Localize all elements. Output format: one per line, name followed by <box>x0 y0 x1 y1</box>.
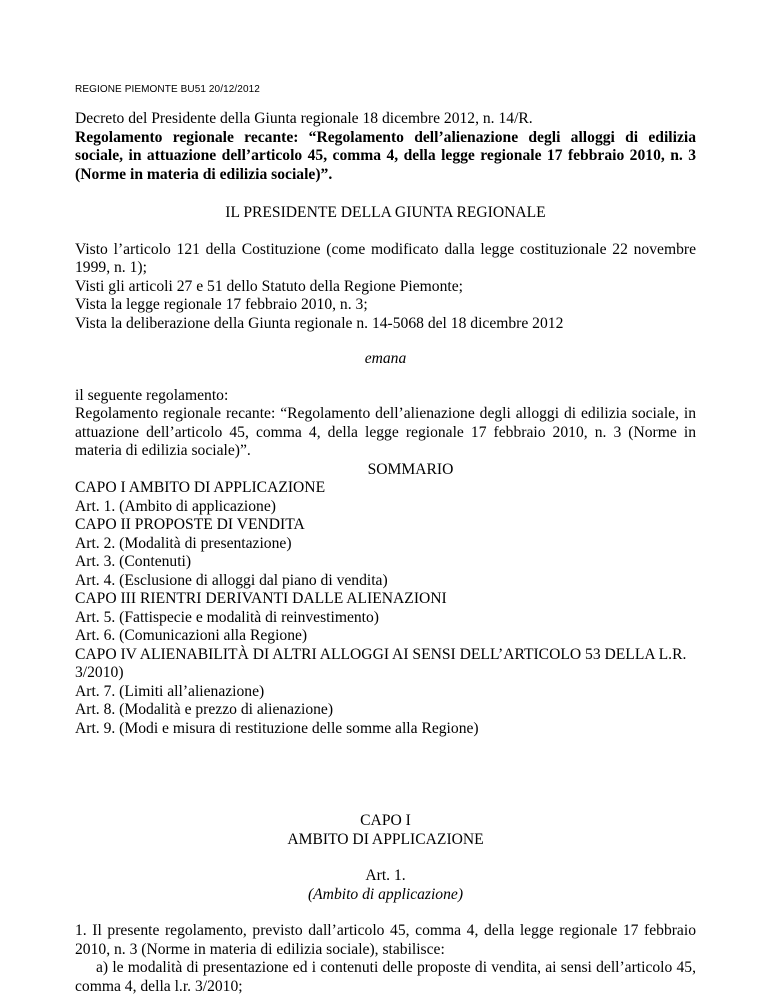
article-title: (Ambito di applicazione) <box>307 885 464 903</box>
enactment-text: Regolamento regionale recante: “Regolamento dell’alienazione degli alloggi di edilizia sociale, in attuazione dell’articolo 45, comma 4, della legge regionale 17 febbraio 2010, n. 3 (Norme in materia di edilizia sociale)”. <box>75 405 696 459</box>
president-heading: IL PRESIDENTE DELLA GIUNTA REGIONALE <box>225 204 546 221</box>
article-paragraph: 1. Il presente regolamento, previsto dall’articolo 45, comma 4, della legge regionale 17 febbraio 2010, n. 3 (Norme in materia di edilizia sociale), stabilisce: <box>75 922 696 958</box>
sommario-item: Art. 1. (Ambito di applicazione) <box>75 497 276 515</box>
article-number: Art. 1. <box>365 867 406 884</box>
article-item-a: a) le modalità di presentazione ed i contenuti delle proposte di vendita, ai sensi dell’articolo 45, comma 4, della l.r. 3/2010; <box>75 959 696 995</box>
sommario-list <box>75 479 696 738</box>
sommario-item: Art. 6. (Comunicazioni alla Regione) <box>75 627 308 644</box>
sommario-item: CAPO I AMBITO DI APPLICAZIONE <box>75 479 326 496</box>
sommario-item: Art. 3. (Contenuti) <box>75 553 192 570</box>
decree-subject: Regolamento regionale recante: “Regolamento dell’alienazione degli alloggi di edilizia sociale, in attuazione dell’articolo 45, comma 4, della legge regionale 17 febbraio 2010, n. 3 (Norme in materia di edilizia sociale)”. <box>75 128 696 183</box>
sommario-item: Art. 2. (Modalità di presentazione) <box>75 534 292 552</box>
sommario-item: CAPO III RIENTRI DERIVANTI DALLE ALIENAZIONI <box>75 590 447 607</box>
sommario-item: Art. 4. (Esclusione di alloggi dal piano di vendita) <box>75 571 388 589</box>
bulletin-header: REGIONE PIEMONTE BU51 20/12/2012 <box>75 84 260 95</box>
sommario-item: CAPO II PROPOSTE DI VENDITA <box>75 516 305 533</box>
sommario-item: Art. 9. (Modi e misura di restituzione delle somme alla Regione) <box>75 719 479 737</box>
recital: Visti gli articoli 27 e 51 dello Statuto della Regione Piemonte; <box>75 277 463 295</box>
sommario-item: CAPO IV ALIENABILITÀ DI ALTRI ALLOGGI AI SENSI DELL’ARTICOLO 53 DELLA L.R. 3/2010) <box>75 645 687 681</box>
recitals <box>75 241 696 334</box>
sommario-item: Art. 8. (Modalità e prezzo di alienazione) <box>75 701 334 718</box>
document-body <box>75 110 696 996</box>
capo-title: AMBITO DI APPLICAZIONE <box>287 830 484 848</box>
emana-label: emana <box>364 350 407 367</box>
recital: Vista la legge regionale 17 febbraio 2010, n. 3; <box>75 296 368 313</box>
decree-title: Decreto del Presidente della Giunta regionale 18 dicembre 2012, n. 14/R. <box>75 110 533 127</box>
sommario-title: SOMMARIO <box>367 460 454 478</box>
recital: Visto l’articolo 121 della Costituzione (come modificato dalla legge costituzionale 22 novembre 1999, n. 1); <box>75 240 696 276</box>
enactment-intro: il seguente regolamento: <box>75 386 229 404</box>
sommario-item: Art. 7. (Limiti all’alienazione) <box>75 682 265 700</box>
sommario-item: Art. 5. (Fattispecie e modalità di reinvestimento) <box>75 608 379 626</box>
capo-number: CAPO I <box>360 812 411 829</box>
recital: Vista la deliberazione della Giunta regionale n. 14-5068 del 18 dicembre 2012 <box>75 314 564 332</box>
